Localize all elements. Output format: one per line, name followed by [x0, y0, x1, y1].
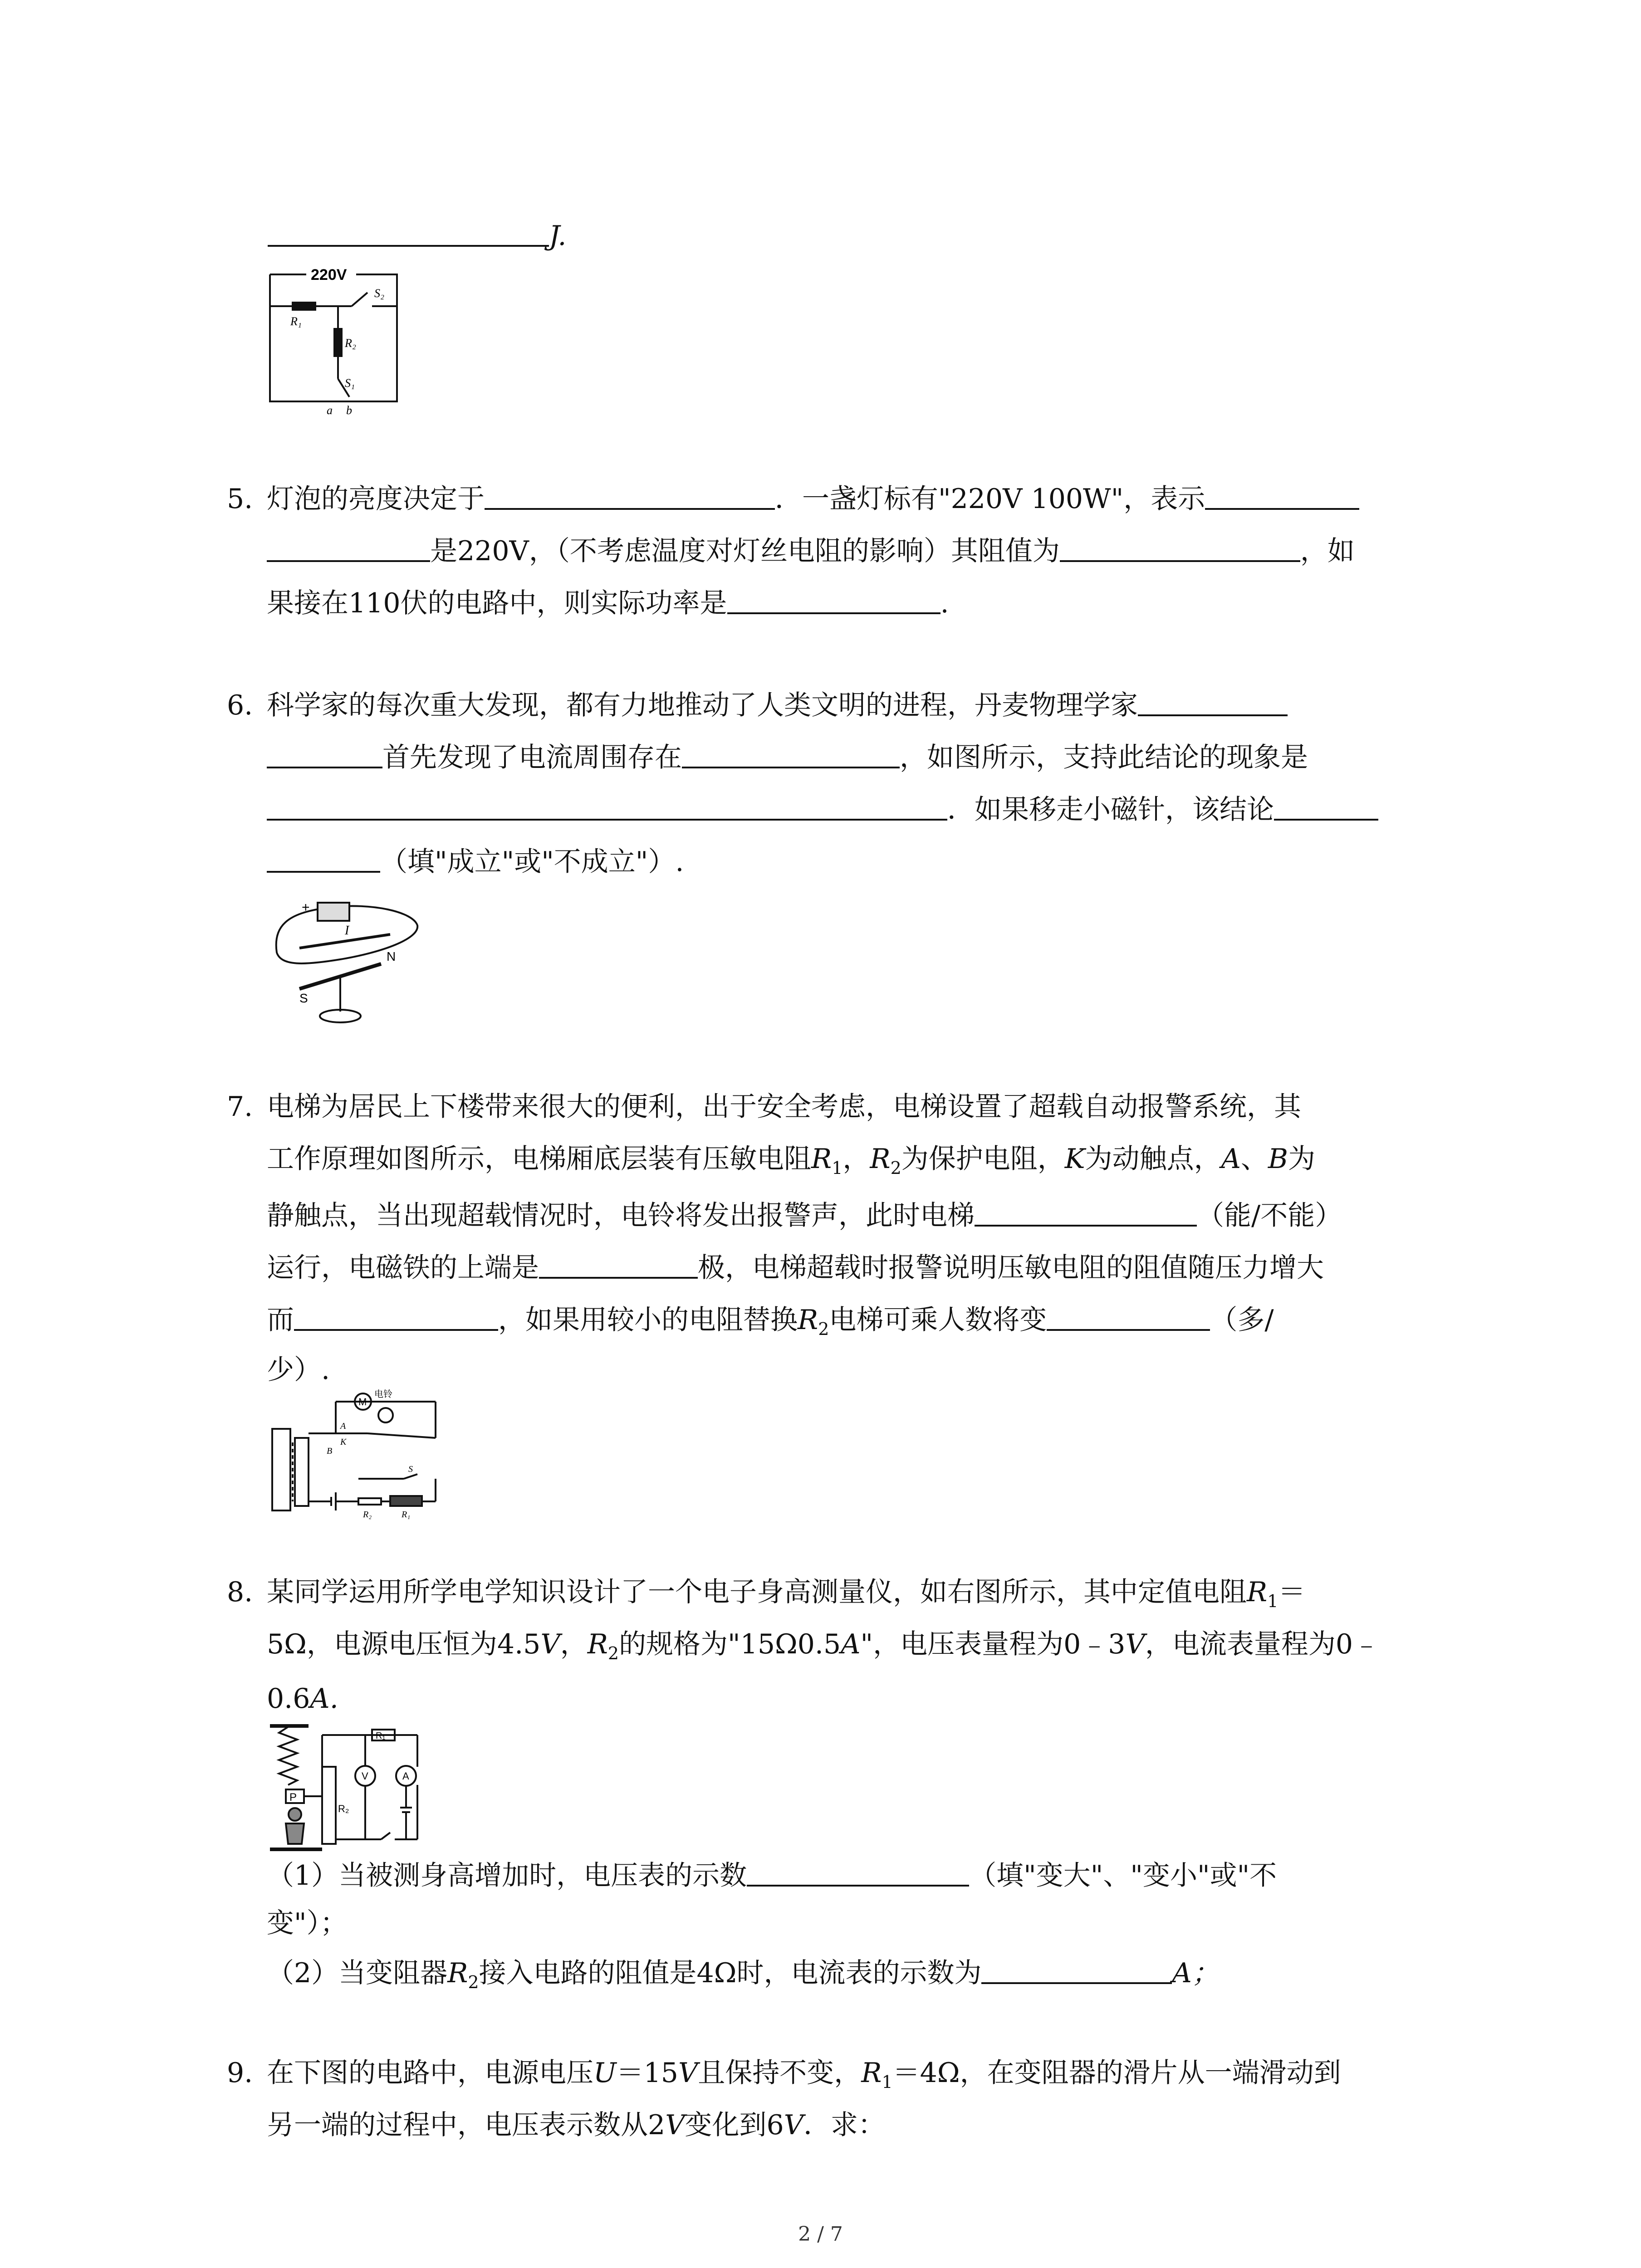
q9-text-2a: 另一端的过程中，电压表示数从2: [267, 2109, 666, 2141]
q9-text-1d: ＝4Ω，在变阻器的滑片从一端滑动到: [892, 2057, 1341, 2089]
q5-text-1b: ．一盏灯标有"220V 100W"，表示: [775, 483, 1205, 515]
q5-text-2b: ，如: [1300, 535, 1355, 567]
fig-q7-motor: M: [358, 1396, 367, 1408]
fig-q8-p: P: [289, 1791, 297, 1804]
q9-u: U: [593, 2057, 617, 2089]
q4-unit: J.: [549, 220, 567, 252]
q7-text-2b: ，: [843, 1143, 870, 1175]
q7-text-5c: 电梯可乘人数将变: [829, 1304, 1047, 1336]
q6-blank-1a: [1138, 683, 1288, 716]
q8-line-1: [227, 1569, 1305, 1624]
q6-text-1: 科学家的每次重大发现，都有力地推动了人类文明的进程，丹麦物理学家: [267, 689, 1138, 721]
q8-sub1-text-c: 变"）；: [267, 1907, 348, 1939]
q7-blank-4: [1047, 1297, 1210, 1331]
fig-q4-voltage: 220V: [311, 266, 347, 284]
q9-text-1c: 且保持不变，: [698, 2057, 862, 2089]
q8-r2-sub: 2: [607, 1643, 619, 1663]
q8-sub2-text-c: A；: [1172, 1957, 1219, 1989]
q9-text-2c: ．求：: [803, 2109, 886, 2141]
q7-b: B: [1268, 1143, 1288, 1175]
q8-sub1-text-a: （1）当被测身高增加时，电压表的示数: [267, 1860, 747, 1892]
q7-text-3a: 静触点，当出现超载情况时，电铃将发出报警声，此时电梯: [267, 1200, 975, 1232]
q8-text-2c: 的规格为"15Ω0.5: [619, 1628, 841, 1660]
q7-text-2f: 为: [1288, 1143, 1316, 1175]
q7-text-4b: 极，电梯超载时报警说明压敏电阻的阻值随压力增大: [698, 1252, 1324, 1284]
q9-v-3: V: [784, 2109, 804, 2141]
fig-q4-s2: S₂: [374, 287, 385, 300]
q7-a: A: [1221, 1143, 1241, 1175]
fig-q4-a: a: [327, 404, 333, 415]
q7-text-2c: 为保护电阻，: [901, 1143, 1065, 1175]
fig-q7-s: S: [408, 1464, 413, 1474]
q4-circuit-figure: [265, 261, 402, 415]
q8-v-2: V: [1125, 1628, 1145, 1660]
q9-text-2b: 变化到6: [685, 2109, 784, 2141]
q5-blank-4: [727, 581, 941, 614]
q8-text-1b: ＝: [1278, 1576, 1306, 1608]
q8-r1: R: [1247, 1576, 1268, 1608]
fig-q7-k: K: [340, 1437, 347, 1447]
fig-q8-r2: R₂: [338, 1803, 349, 1814]
q6-line-3: [267, 787, 1378, 832]
q7-text-5d: （多/: [1210, 1304, 1274, 1336]
q7-r1-sub: 1: [832, 1158, 843, 1178]
q6-text-2a: 首先发现了电流周围存在: [382, 742, 682, 773]
q8-text-1a: 某同学运用所学电学知识设计了一个电子身高测量仪，如右图所示，其中定值电阻: [267, 1576, 1247, 1608]
q7-blank-2: [539, 1245, 698, 1279]
q9-line-1: [227, 2050, 1341, 2105]
q6-blank-3: [267, 787, 947, 821]
q7-blank-3: [294, 1297, 498, 1331]
q8-sub2-text-b: 接入电路的阻值是4Ω时，电流表的示数为: [479, 1957, 982, 1989]
q5-blank-2a: [1205, 476, 1359, 510]
q7-line-2: [267, 1136, 1315, 1191]
q7-text-5b: ，如果用较小的电阻替换: [498, 1304, 798, 1336]
q7-text-2d: 为动触点，: [1085, 1143, 1221, 1175]
fig-q7-bell: 电铃: [374, 1388, 392, 1399]
fig-q4-r2: R₂: [345, 337, 356, 350]
q8-sub1-text-b: （填"变大"、"变小"或"不: [969, 1860, 1277, 1892]
q7-text-4a: 运行，电磁铁的上端是: [267, 1252, 539, 1284]
q8-text-2e: ，电流表量程为0﹣: [1145, 1628, 1381, 1660]
q8-line-2: [267, 1622, 1380, 1676]
q7-k: K: [1064, 1143, 1085, 1175]
q6-blank-4a: [1274, 787, 1378, 821]
q7-text-5a: 而: [267, 1304, 294, 1336]
q7-number: 7.: [227, 1091, 253, 1123]
fig-q4-s1: S₁: [345, 376, 355, 390]
q7-r2-sub: 2: [890, 1158, 901, 1178]
q4-blank: [268, 213, 549, 247]
q6-oersted-figure: [268, 885, 422, 1030]
fig-q7-b: B: [327, 1446, 333, 1456]
q7-r2-again-sub: 2: [818, 1319, 829, 1339]
q8-text-2d: "，电压表量程为0﹣3: [860, 1628, 1126, 1660]
q7-line-3: [267, 1193, 1342, 1238]
q5-blank-1: [485, 476, 775, 510]
q8-r2: R: [587, 1628, 608, 1660]
q5-blank-3: [1060, 528, 1300, 562]
q8-sub2-line: [267, 1950, 1219, 2005]
q9-v-1: V: [678, 2057, 698, 2089]
q5-text-3b: .: [940, 587, 949, 619]
q8-line-3: [267, 1676, 338, 1721]
q7-r1: R: [811, 1143, 832, 1175]
q5-line-3: [267, 581, 949, 626]
q9-r1: R: [861, 2057, 882, 2089]
q9-number: 9.: [227, 2057, 253, 2089]
q7-elevator-circuit-figure: [268, 1388, 440, 1520]
q7-r2: R: [870, 1143, 891, 1175]
q8-sub1-blank: [747, 1853, 969, 1887]
q6-blank-1b: [267, 735, 382, 768]
q8-sub1-line-2: [267, 1901, 348, 1946]
q7-text-3b: （能/不能）: [1197, 1200, 1342, 1232]
fig-q6-plus: +: [302, 900, 310, 915]
q6-line-4: [267, 839, 684, 885]
q4-answer-line: [268, 213, 566, 259]
fig-q6-south: S: [299, 991, 308, 1005]
q8-text-2b: ，: [560, 1628, 588, 1660]
fig-q7-r1: R₁: [402, 1510, 411, 1520]
q8-number: 8.: [227, 1576, 253, 1608]
q6-text-4: （填"成立"或"不成立"）.: [380, 846, 684, 878]
q6-text-3: ．如果移走小磁针，该结论: [947, 794, 1274, 826]
q5-blank-2b: [267, 528, 430, 562]
fig-q7-a: A: [340, 1421, 346, 1431]
fig-q7-r2: R₂: [363, 1510, 372, 1520]
fig-q4-r1: R₁: [290, 315, 302, 328]
q8-v-1: V: [540, 1628, 560, 1660]
fig-q8-ammeter: A: [402, 1770, 409, 1782]
q7-text-6: 少）.: [267, 1354, 330, 1386]
q7-line-5: [267, 1297, 1274, 1352]
q8-text-3-unit: A.: [310, 1683, 338, 1715]
q9-r1-sub: 1: [882, 2072, 893, 2092]
q7-text-1: 电梯为居民上下楼带来很大的便利，出于安全考虑，电梯设置了超载自动报警系统，其: [267, 1091, 1301, 1123]
fig-q6-current: I: [345, 924, 349, 938]
fig-q6-north: N: [387, 949, 396, 963]
q8-text-2a: 5Ω，电源电压恒为4.5: [267, 1628, 541, 1660]
q6-blank-2: [682, 735, 900, 768]
q9-text-1a: 在下图的电路中，电源电压: [267, 2057, 593, 2089]
q7-line-4: [267, 1245, 1324, 1290]
q8-sub2-r2: R: [447, 1957, 468, 1989]
q8-text-3: 0.6: [267, 1683, 310, 1715]
page-number: 2 / 7: [798, 2223, 843, 2246]
q7-r2-again: R: [798, 1304, 818, 1336]
q8-sub1-line-1: [267, 1853, 1277, 1898]
fig-q8-voltmeter: V: [362, 1770, 368, 1782]
q8-height-meter-figure: [268, 1721, 426, 1853]
q8-r1-sub: 1: [1267, 1591, 1279, 1611]
q5-line-2: [267, 528, 1355, 574]
fig-q4-b: b: [346, 404, 352, 415]
q6-number: 6.: [227, 689, 253, 721]
fig-q8-r1: R₁: [376, 1731, 386, 1741]
q9-v-2: V: [665, 2109, 685, 2141]
q6-line-1: [227, 683, 1288, 728]
q8-sub2-blank: [981, 1950, 1172, 1984]
q7-blank-1: [975, 1193, 1197, 1227]
q5-number: 5.: [227, 483, 253, 515]
q5-line-1: [227, 476, 1359, 522]
q5-text-2a: 是220V，（不考虑温度对灯丝电阻的影响）其阻值为: [430, 535, 1060, 567]
q5-text-3a: 果接在110伏的电路中，则实际功率是: [267, 587, 727, 619]
q6-text-2b: ，如图所示，支持此结论的现象是: [900, 742, 1308, 773]
q8-a-unit: A: [841, 1628, 861, 1660]
q6-line-2: [267, 735, 1308, 780]
q7-line-1: [227, 1084, 1301, 1129]
q9-line-2: [267, 2102, 885, 2148]
q7-text-2e: 、: [1240, 1143, 1268, 1175]
q9-text-1b: ＝15: [616, 2057, 678, 2089]
q8-sub2-text-a: （2）当变阻器: [267, 1957, 448, 1989]
q7-line-6: [267, 1347, 330, 1393]
q7-text-2a: 工作原理如图所示，电梯厢底层装有压敏电阻: [267, 1143, 811, 1175]
q6-blank-4b: [267, 839, 380, 873]
q5-text-1a: 灯泡的亮度决定于: [267, 483, 485, 515]
q8-sub2-r2-sub: 2: [468, 1972, 479, 1992]
